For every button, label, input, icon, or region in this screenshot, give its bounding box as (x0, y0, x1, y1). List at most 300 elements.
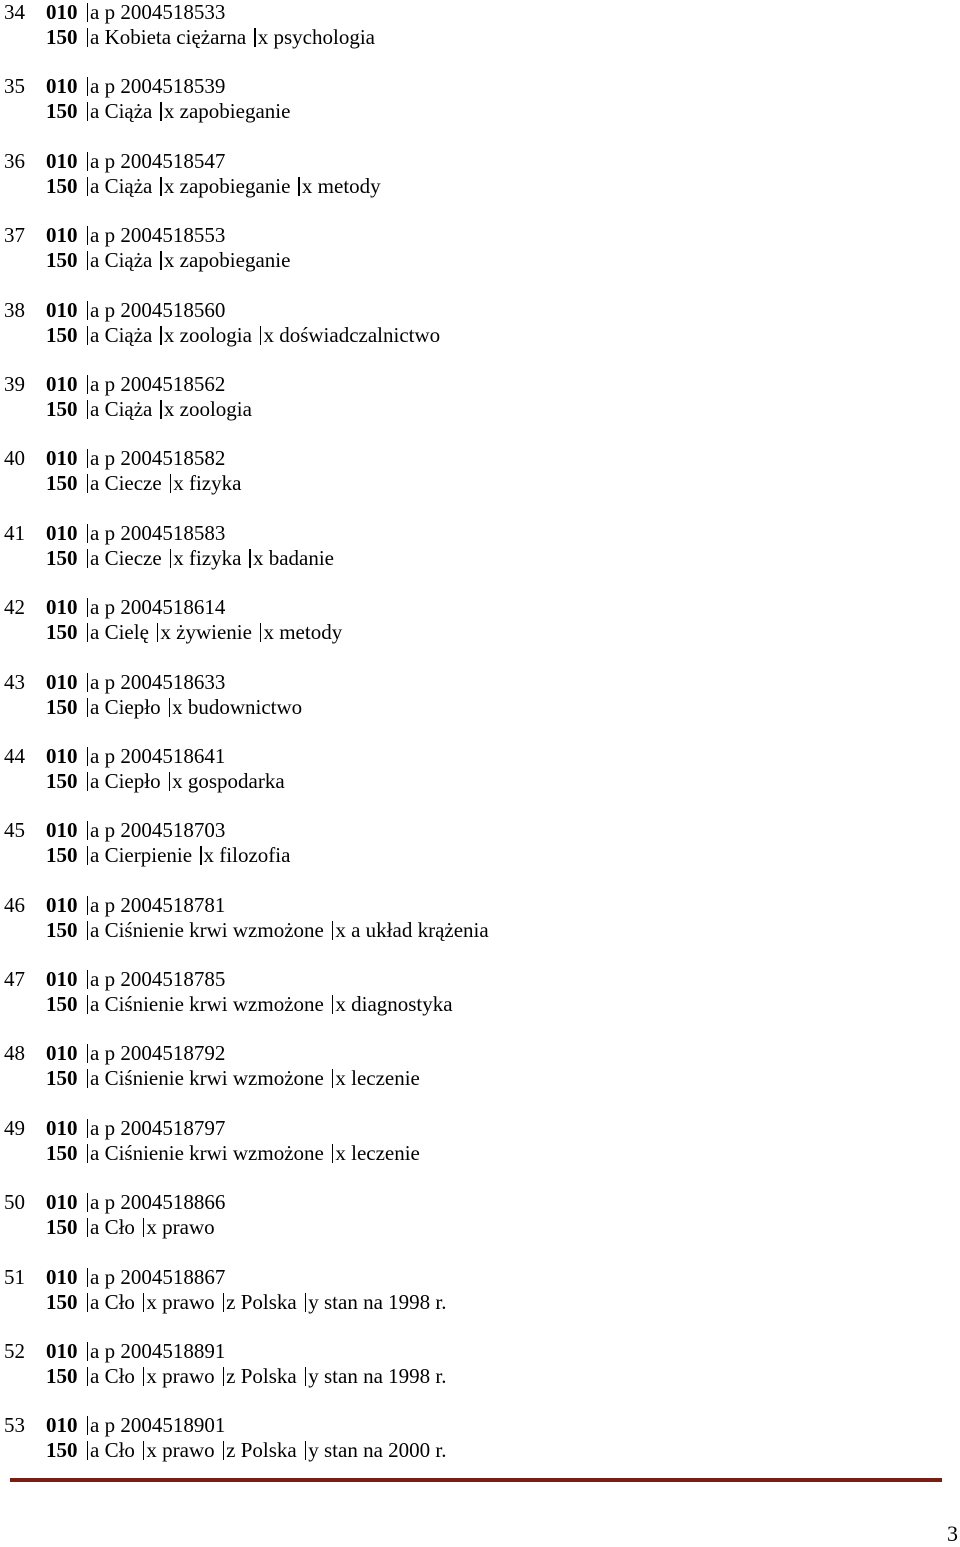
subfield-value: zapobieganie (179, 173, 291, 198)
subfield (152, 99, 290, 124)
field-010-line (4, 1116, 944, 1141)
record-gap (4, 943, 944, 967)
subfield-value: metody (279, 620, 343, 645)
subfield (87, 769, 161, 794)
subfield-code: a (90, 818, 100, 843)
field-tag: 150 (46, 248, 78, 273)
subfield-delimiter (160, 102, 162, 121)
subfield-value: Ciąża (104, 99, 153, 124)
subfield (87, 0, 226, 25)
subfield (87, 967, 226, 992)
subfield (87, 1141, 324, 1166)
subfield-value: p 2004518582 (104, 446, 226, 471)
subfield-code: a (90, 1339, 100, 1364)
subfield (87, 1290, 135, 1315)
field-010-line (4, 744, 944, 769)
subfield-code: a (90, 471, 100, 496)
subfield-code: x (163, 322, 175, 347)
subfield-code: a (90, 520, 100, 545)
subfield-value: Ciśnienie krwi wzmożone (104, 992, 324, 1017)
subfield-delimiter (87, 1367, 89, 1386)
record-gap (4, 1091, 944, 1115)
subfield-code: x (173, 545, 184, 570)
subfield-delimiter (87, 1441, 89, 1460)
record-gap (4, 645, 944, 669)
record-gap (4, 50, 944, 74)
record-entry (4, 0, 944, 74)
field-150-line (4, 1141, 944, 1166)
field-tag: 150 (46, 471, 78, 496)
record-entry (4, 818, 944, 892)
subfield-code: a (90, 1364, 100, 1389)
subfield-code: a (90, 297, 100, 322)
subfield-value: Ciśnienie krwi wzmożone (104, 1066, 324, 1091)
field-tag: 150 (46, 322, 78, 347)
subfield-code: x (146, 1438, 157, 1463)
subfield-value: stan na 2000 r. (324, 1438, 447, 1463)
subfield-delimiter (160, 326, 162, 345)
field-tag: 150 (46, 396, 78, 421)
subfield-value: Polska (240, 1438, 297, 1463)
field-150-line (4, 992, 944, 1017)
subfield-value: Ciepło (104, 768, 161, 793)
record-entry (4, 967, 944, 1041)
field-010-line (4, 521, 944, 546)
subfield (135, 1215, 215, 1240)
record-number: 49 (4, 1115, 25, 1140)
subfield (324, 1066, 420, 1091)
subfield (246, 25, 375, 50)
field-tag: 010 (46, 520, 78, 545)
subfield (152, 323, 252, 348)
record-entry (4, 1190, 944, 1264)
subfield-code: x (146, 1364, 157, 1389)
subfield (87, 918, 324, 943)
record-entry (4, 893, 944, 967)
subfield-value: p 2004518553 (104, 223, 226, 248)
field-010-line (4, 223, 944, 248)
subfield (161, 695, 303, 720)
record-number: 37 (4, 223, 25, 248)
subfield-delimiter (143, 1367, 145, 1386)
subfield-delimiter (87, 1119, 89, 1138)
subfield (87, 99, 153, 124)
subfield-code: a (90, 223, 100, 248)
subfield-delimiter (143, 1218, 145, 1237)
record-number: 38 (4, 297, 25, 322)
field-010-line (4, 0, 944, 25)
subfield-delimiter (87, 821, 89, 840)
subfield-code: a (90, 1140, 100, 1165)
subfield-value: fizyka (188, 545, 242, 570)
subfield-code: a (90, 1041, 100, 1066)
subfield (87, 1190, 226, 1215)
subfield-value: prawo (162, 1364, 215, 1389)
field-150-line (4, 546, 944, 571)
subfield-delimiter (87, 1342, 89, 1361)
subfield-delimiter (87, 152, 89, 171)
field-010-line (4, 298, 944, 323)
subfield-delimiter (223, 1367, 225, 1386)
subfield-value: doświadczalnictwo (279, 322, 441, 347)
subfield-delimiter (87, 549, 89, 568)
subfield (135, 1364, 215, 1389)
record-number: 52 (4, 1339, 25, 1364)
subfield-delimiter (87, 102, 89, 121)
subfield-delimiter (87, 673, 89, 692)
subfield-delimiter (87, 1293, 89, 1312)
subfield-delimiter (87, 921, 89, 940)
subfield-delimiter (170, 549, 172, 568)
subfield-value: fizyka (188, 471, 242, 496)
field-010-line (4, 893, 944, 918)
subfield-code: x (172, 694, 183, 719)
subfield-delimiter (332, 1069, 334, 1088)
subfield (162, 471, 242, 496)
field-010-line (4, 595, 944, 620)
subfield-code: a (90, 620, 100, 645)
field-tag: 010 (46, 1339, 78, 1364)
field-010-line (4, 967, 944, 992)
record-gap (4, 199, 944, 223)
field-tag: 150 (46, 620, 78, 645)
subfield-code: a (90, 595, 100, 620)
subfield (162, 546, 242, 571)
subfield-code: x (335, 1140, 346, 1165)
subfield (324, 992, 453, 1017)
subfield-delimiter (87, 1268, 89, 1287)
field-tag: 150 (46, 1140, 78, 1165)
subfield-delimiter (87, 1069, 89, 1088)
field-tag: 010 (46, 297, 78, 322)
subfield-value: p 2004518703 (104, 818, 226, 843)
subfield-code: a (90, 1289, 100, 1314)
subfield-delimiter (298, 177, 300, 196)
subfield-value: prawo (162, 1215, 215, 1240)
subfield (152, 248, 290, 273)
subfield-delimiter (160, 251, 162, 270)
field-tag: 150 (46, 1438, 78, 1463)
record-number: 45 (4, 818, 25, 843)
subfield-code: a (90, 1438, 100, 1463)
subfield-code: a (90, 843, 100, 868)
subfield-delimiter (254, 28, 256, 47)
field-150-line (4, 1066, 944, 1091)
subfield (87, 744, 226, 769)
record-gap (4, 794, 944, 818)
subfield-value: Ciecze (104, 545, 162, 570)
subfield-code: y (308, 1364, 319, 1389)
subfield-delimiter (87, 623, 89, 642)
field-tag: 010 (46, 892, 78, 917)
subfield-delimiter (223, 1293, 225, 1312)
subfield-delimiter (87, 326, 89, 345)
field-tag: 150 (46, 1364, 78, 1389)
subfield-value: p 2004518547 (104, 148, 226, 173)
record-entry (4, 670, 944, 744)
field-010-line (4, 1265, 944, 1290)
subfield (87, 1438, 135, 1463)
subfield-delimiter (332, 921, 334, 940)
subfield-value: zoologia (179, 322, 252, 347)
subfield-value: p 2004518633 (104, 669, 226, 694)
subfield-delimiter (249, 549, 251, 568)
subfield-value: metody (317, 173, 381, 198)
record-entry (4, 1041, 944, 1115)
subfield-code: a (90, 967, 100, 992)
subfield-value: Ciąża (104, 322, 153, 347)
subfield-value: Cło (104, 1215, 135, 1240)
field-150-line (4, 248, 944, 273)
subfield-value: Cło (104, 1289, 135, 1314)
subfield (215, 1364, 297, 1389)
record-gap (4, 1166, 944, 1190)
subfield-code: a (90, 1066, 100, 1091)
subfield (87, 1066, 324, 1091)
subfield-delimiter (87, 772, 89, 791)
subfield (87, 1116, 226, 1141)
subfield-value: p 2004518797 (104, 1115, 226, 1140)
record-gap (4, 1315, 944, 1339)
field-tag: 010 (46, 1264, 78, 1289)
subfield-code: a (90, 322, 100, 347)
subfield-value: p 2004518781 (104, 892, 226, 917)
subfield (135, 1438, 215, 1463)
subfield-value: badanie (268, 545, 334, 570)
record-entry (4, 1116, 944, 1190)
subfield-delimiter (160, 400, 162, 419)
subfield-code: a (90, 173, 100, 198)
subfield-code: a (90, 1264, 100, 1289)
record-number: 41 (4, 520, 25, 545)
subfield-code: x (146, 1289, 157, 1314)
record-entry (4, 298, 944, 372)
field-tag: 150 (46, 1066, 78, 1091)
subfield-value: Ciąża (104, 173, 153, 198)
field-tag: 010 (46, 1190, 78, 1215)
subfield-code: x (163, 248, 175, 273)
subfield (135, 1290, 215, 1315)
field-tag: 150 (46, 992, 78, 1017)
subfield (87, 248, 153, 273)
subfield-delimiter (160, 177, 162, 196)
field-150-line (4, 620, 944, 645)
subfield (87, 298, 226, 323)
subfield (297, 1438, 447, 1463)
subfield-delimiter (87, 400, 89, 419)
subfield (87, 174, 153, 199)
subfield-delimiter (87, 598, 89, 617)
subfield-code: a (90, 1115, 100, 1140)
subfield-value: Polska (240, 1364, 297, 1389)
subfield-delimiter (169, 698, 171, 717)
field-010-line (4, 1190, 944, 1215)
subfield-delimiter (87, 970, 89, 989)
field-tag: 150 (46, 545, 78, 570)
subfield-delimiter (169, 772, 171, 791)
subfield-value: p 2004518583 (104, 520, 226, 545)
record-gap (4, 273, 944, 297)
record-entry (4, 372, 944, 446)
subfield-delimiter (260, 326, 262, 345)
subfield-code: x (172, 768, 183, 793)
subfield-delimiter (87, 375, 89, 394)
subfield-code: x (252, 545, 264, 570)
subfield (87, 695, 161, 720)
record-entry (4, 1339, 944, 1413)
subfield-value: diagnostyka (351, 992, 453, 1017)
subfield-delimiter (305, 1441, 307, 1460)
subfield (161, 769, 285, 794)
subfield-code: a (90, 1413, 100, 1438)
subfield-code: a (90, 248, 100, 273)
record-number: 44 (4, 743, 25, 768)
subfield-code: a (90, 148, 100, 173)
field-150-line (4, 769, 944, 794)
subfield-code: a (90, 917, 100, 942)
subfield-code: a (90, 99, 100, 124)
subfield-code: a (90, 768, 100, 793)
subfield-delimiter (87, 1144, 89, 1163)
subfield-value: p 2004518785 (104, 967, 226, 992)
subfield-value: filozofia (219, 843, 291, 868)
subfield-code: x (335, 1066, 346, 1091)
record-gap (4, 348, 944, 372)
subfield-code: a (90, 694, 100, 719)
subfield-value: stan na 1998 r. (324, 1289, 447, 1314)
subfield (87, 397, 153, 422)
subfield-delimiter (87, 995, 89, 1014)
field-tag: 150 (46, 173, 78, 198)
record-number: 51 (4, 1264, 25, 1289)
subfield-value: Polska (240, 1289, 297, 1314)
subfield (87, 223, 226, 248)
record-number: 35 (4, 74, 25, 99)
subfield (87, 620, 149, 645)
subfield-code: a (90, 396, 100, 421)
subfield (87, 521, 226, 546)
subfield (252, 620, 342, 645)
subfield-value: Ciecze (104, 471, 162, 496)
field-tag: 010 (46, 595, 78, 620)
record-number: 36 (4, 148, 25, 173)
subfield-delimiter (87, 77, 89, 96)
record-entry (4, 74, 944, 148)
field-tag: 010 (46, 669, 78, 694)
record-number: 34 (4, 0, 25, 24)
subfield-code: x (257, 25, 269, 49)
subfield (87, 843, 193, 868)
subfield-code: x (173, 471, 184, 496)
field-tag: 010 (46, 223, 78, 248)
subfield-code: x (146, 1215, 157, 1240)
subfield-value: prawo (162, 1289, 215, 1314)
subfield (87, 1339, 226, 1364)
field-150-line (4, 1438, 944, 1463)
subfield-value: Ciąża (104, 396, 153, 421)
subfield-code: a (90, 446, 100, 471)
subfield-value: Cielę (104, 620, 149, 645)
field-150-line (4, 174, 944, 199)
subfield-delimiter (87, 449, 89, 468)
field-tag: 150 (46, 99, 78, 124)
record-gap (4, 124, 944, 148)
subfield-value: leczenie (351, 1140, 420, 1165)
subfield-value: Cło (104, 1364, 135, 1389)
record-number: 46 (4, 892, 25, 917)
subfield-value: p 2004518562 (104, 371, 226, 396)
subfield-code: a (90, 371, 100, 396)
subfield-value: stan na 1998 r. (324, 1364, 447, 1389)
field-150-line (4, 843, 944, 868)
field-010-line (4, 818, 944, 843)
subfield-delimiter (305, 1293, 307, 1312)
record-number: 48 (4, 1041, 25, 1066)
subfield-value: budownictwo (187, 694, 303, 719)
subfield (324, 918, 489, 943)
subfield-delimiter (87, 3, 89, 22)
field-tag: 150 (46, 1289, 78, 1314)
subfield-value: żywienie (176, 620, 252, 645)
record-entry (4, 149, 944, 223)
subfield-delimiter (87, 1416, 89, 1435)
subfield-value: Ciśnienie krwi wzmożone (104, 917, 324, 942)
subfield-delimiter (332, 1144, 334, 1163)
record-entry (4, 446, 944, 520)
record-gap (4, 1389, 944, 1413)
subfield-value: Ciąża (104, 248, 153, 273)
subfield-value: p 2004518792 (104, 1041, 226, 1066)
subfield (252, 323, 440, 348)
subfield-delimiter (87, 1218, 89, 1237)
subfield-delimiter (87, 1193, 89, 1212)
field-010-line (4, 149, 944, 174)
record-gap (4, 496, 944, 520)
subfield-code: x (263, 620, 274, 645)
subfield-code: z (226, 1438, 236, 1463)
subfield-code: a (90, 892, 100, 917)
field-tag: 010 (46, 818, 78, 843)
subfield-delimiter (87, 226, 89, 245)
subfield (87, 74, 226, 99)
subfield (241, 546, 334, 571)
field-tag: 010 (46, 371, 78, 396)
subfield-code: a (90, 74, 100, 99)
subfield-value: p 2004518867 (104, 1264, 226, 1289)
subfield-delimiter (87, 28, 89, 47)
subfield-value: zapobieganie (179, 248, 291, 273)
record-entry (4, 1413, 944, 1463)
subfield-code: a (90, 545, 100, 570)
subfield-code: x (203, 843, 215, 868)
field-tag: 150 (46, 768, 78, 793)
subfield-code: x (160, 620, 171, 645)
subfield-delimiter (332, 995, 334, 1014)
subfield (87, 1364, 135, 1389)
field-150-line (4, 1290, 944, 1315)
subfield-delimiter (143, 1293, 145, 1312)
subfield-value: p 2004518641 (104, 743, 226, 768)
subfield-value: gospodarka (187, 768, 285, 793)
subfield-value: Ciśnienie krwi wzmożone (104, 1140, 324, 1165)
record-gap (4, 422, 944, 446)
footer-rule (10, 1478, 942, 1482)
field-150-line (4, 397, 944, 422)
record-number: 43 (4, 669, 25, 694)
subfield-delimiter (87, 474, 89, 493)
subfield-value: p 2004518533 (104, 0, 226, 24)
subfield-value: p 2004518560 (104, 297, 226, 322)
